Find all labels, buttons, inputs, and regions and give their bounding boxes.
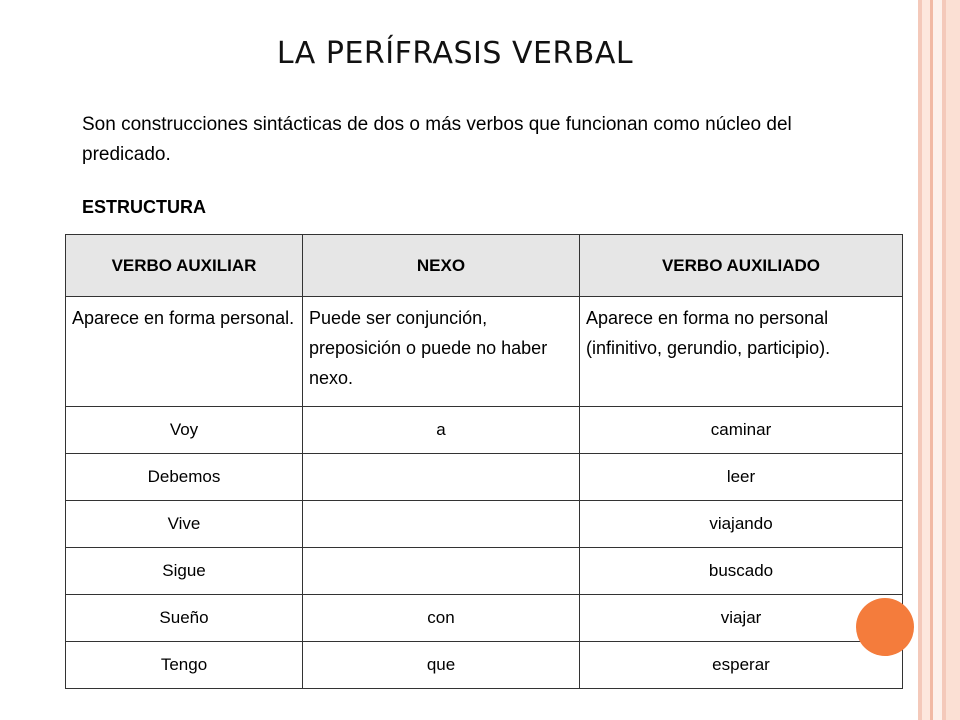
table-cell: Aparece en forma personal. (66, 297, 303, 407)
table-cell (303, 501, 580, 548)
table-row (66, 595, 903, 642)
section-label: ESTRUCTURA (82, 197, 206, 217)
decor-stripe (946, 0, 960, 720)
intro-paragraph: Son construcciones sintácticas de dos o más verbos que funcionan como núcleo del predicado. (82, 114, 792, 165)
table-cell: caminar (580, 407, 903, 454)
table-cell (303, 548, 580, 595)
decor-stripe (933, 0, 942, 720)
header-nexo: NEXO (303, 235, 580, 297)
table-cell: Voy (66, 407, 303, 454)
table-cell (303, 454, 580, 501)
table-row (66, 454, 903, 501)
description-row (66, 297, 903, 407)
table-cell: Sigue (66, 548, 303, 595)
table-cell: buscado (580, 548, 903, 595)
header-verbo-auxiliado: VERBO AUXILIADO (580, 235, 903, 297)
table-cell: Vive (66, 501, 303, 548)
table-cell: Debemos (66, 454, 303, 501)
slide-title: LA PERÍFRASIS VERBAL (276, 36, 634, 71)
table-cell: viajando (580, 501, 903, 548)
structure-table (65, 234, 903, 689)
header-verbo-auxiliar: VERBO AUXILIAR (66, 235, 303, 297)
table-cell: leer (580, 454, 903, 501)
decor-circle (856, 598, 914, 656)
table-row (66, 501, 903, 548)
table-cell: con (303, 595, 580, 642)
table-row (66, 407, 903, 454)
table-cell: Sueño (66, 595, 303, 642)
table-cell: que (303, 642, 580, 689)
table-cell: Tengo (66, 642, 303, 689)
decor-stripe (922, 0, 930, 720)
table-cell: Aparece en forma no personal (infinitivo, gerundio, participio). (580, 297, 903, 407)
table-cell: esperar (580, 642, 903, 689)
table-row (66, 548, 903, 595)
table-cell: a (303, 407, 580, 454)
table-cell: viajar (580, 595, 903, 642)
table-cell: Puede ser conjunción, preposición o puede no haber nexo. (303, 297, 580, 407)
table-row (66, 642, 903, 689)
table-header-row (66, 235, 903, 297)
